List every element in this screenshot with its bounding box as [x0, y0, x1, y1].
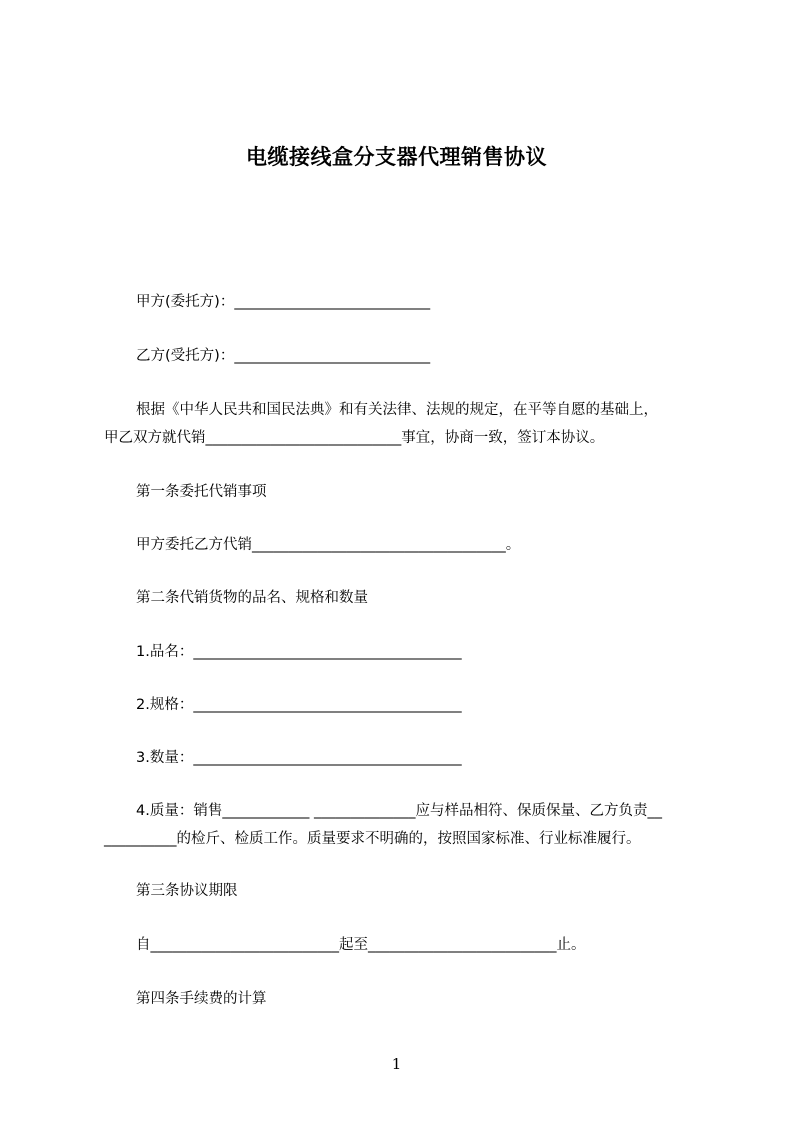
item-name-line: 1.品名：_____________________________________ — [136, 644, 462, 660]
party-b-line: 乙方(受托方)：___________________________ — [136, 348, 431, 364]
document-title: 电缆接线盒分支器代理销售协议 — [246, 145, 547, 169]
article-1-body: 甲方委托乙方代销___________________________________。 — [136, 537, 521, 553]
article-4-heading: 第四条手续费的计算 — [136, 991, 267, 1007]
article-1-heading: 第一条委托代销事项 — [136, 484, 267, 500]
item-quality-line-2: __________的检斤、检质工作。质量要求不明确的，按照国家标准、行业标准履行。 — [104, 831, 641, 847]
article-2-heading: 第二条代销货物的品名、规格和数量 — [136, 590, 368, 606]
item-quality-line-1: 4.质量：销售____________ ______________应与样品相符、保质保量、乙方负责__ — [136, 803, 662, 819]
item-spec-line: 2.规格：_____________________________________ — [136, 697, 462, 713]
article-3-heading: 第三条协议期限 — [136, 883, 238, 899]
term-period-line: 自__________________________起至__________________________止。 — [136, 937, 586, 953]
page-number: 1 — [391, 1055, 402, 1073]
preamble-line-1: 根据《中华人民共和国民法典》和有关法律、法规的规定，在平等自愿的基础上， — [136, 402, 658, 418]
item-quantity-line: 3.数量：_____________________________________ — [136, 750, 462, 766]
preamble-line-2: 甲乙双方就代销___________________________事宜，协商一致，签订本协议。 — [104, 430, 605, 446]
party-a-line: 甲方(委托方)：___________________________ — [136, 294, 431, 310]
